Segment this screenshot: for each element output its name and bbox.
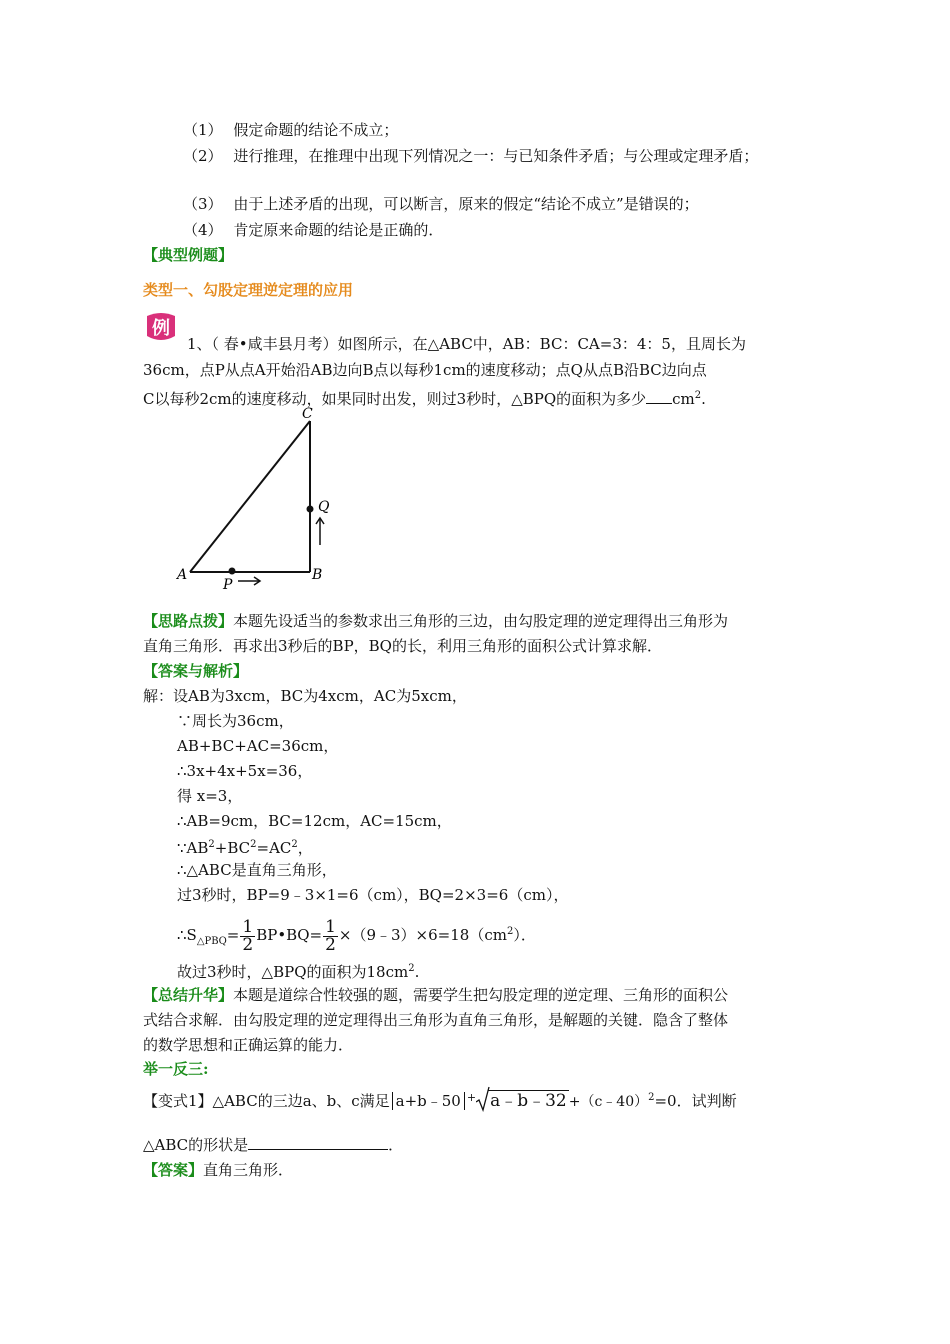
formula-part: BP•BQ= bbox=[256, 926, 323, 944]
exponent: 2 bbox=[250, 839, 257, 850]
solution-line-1: 解：设AB为3xcm，BC为4xcm，AC为5xcm， bbox=[143, 687, 467, 705]
step-1 bbox=[183, 120, 398, 140]
variant-text-a: △ABC的三边a、b、c满足 bbox=[212, 1092, 390, 1110]
summary-line-2: 式结合求解．由勾股定理的逆定理得出三角形为直角三角形，是解题的关键．隐含了整体 bbox=[143, 1011, 729, 1029]
practice-heading: 举一反三: bbox=[143, 1060, 209, 1078]
variant-line-2-end: ． bbox=[388, 1136, 404, 1154]
plus-sign: + bbox=[466, 1091, 477, 1104]
solution-line-3: AB+BC+AC=36cm， bbox=[177, 737, 339, 755]
step-number: （2） bbox=[183, 147, 223, 165]
step-number: （3） bbox=[183, 195, 223, 213]
summary-line-1 bbox=[143, 985, 728, 1005]
problem-line-3-text: C以每秒2cm的速度移动，如果同时出发，则过3秒时，△BPQ的面积为多少 bbox=[143, 390, 647, 408]
side-ac bbox=[190, 421, 310, 572]
hint-label: 【思路点拨】 bbox=[143, 612, 234, 630]
subscript: △PBQ bbox=[196, 936, 227, 947]
solution-line-11 bbox=[177, 959, 419, 982]
section-heading: 【典型例题】 bbox=[143, 246, 234, 264]
summary-label: 【总结升华】 bbox=[143, 986, 234, 1004]
formula-part: 故过3秒时，△BPQ的面积为18cm bbox=[177, 963, 409, 981]
formula-part: ）． bbox=[513, 926, 536, 944]
sqrt-icon bbox=[476, 1086, 490, 1112]
solution-line-2: ∵周长为36cm， bbox=[177, 712, 294, 730]
solution-line-6: ∴AB=9cm，BC=12cm，AC=15cm， bbox=[177, 812, 452, 830]
problem-line-1: 1、（ 春•咸丰县月考）如图所示，在△ABC中，AB：BC：CA=3：4：5，且周长为 bbox=[187, 335, 746, 353]
solution-line-5: 得 x=3， bbox=[177, 787, 243, 805]
solution-line-4: ∴3x+4x+5x=36， bbox=[177, 762, 313, 780]
fraction-numerator: 1 bbox=[325, 916, 336, 937]
fraction-half bbox=[323, 916, 338, 955]
exponent: 2 bbox=[408, 963, 415, 974]
variant-answer-blank[interactable] bbox=[248, 1135, 388, 1150]
step-3 bbox=[183, 194, 699, 214]
abs-content: a+b﹣50 bbox=[395, 1092, 461, 1110]
type-heading: 类型一、勾股定理逆定理的应用 bbox=[143, 281, 354, 299]
label-b: B bbox=[312, 567, 323, 583]
step-text: 进行推理，在推理中出现下列情况之一：与已知条件矛盾；与公理或定理矛盾； bbox=[233, 147, 759, 165]
sqrt-content: a﹣b﹣32 bbox=[490, 1091, 567, 1111]
variant-label: 【变式1】 bbox=[143, 1092, 213, 1110]
variant-line-2-text: △ABC的形状是 bbox=[143, 1136, 249, 1154]
label-q: Q bbox=[318, 499, 330, 515]
variant-line-1 bbox=[143, 1085, 737, 1115]
variant-text-c: =0．试判断 bbox=[654, 1092, 737, 1110]
step-4 bbox=[183, 220, 443, 240]
fraction-numerator: 1 bbox=[242, 916, 254, 937]
formula-part: ×（9﹣3）×6=18（cm bbox=[338, 926, 507, 944]
solution-line-8: ∴△ABC是直角三角形， bbox=[177, 861, 337, 879]
triangle-figure bbox=[170, 405, 340, 590]
example-badge-text: 例 bbox=[152, 318, 170, 339]
exponent: 2 bbox=[291, 839, 298, 850]
label-c: C bbox=[302, 406, 313, 422]
hint-line-2: 直角三角形．再求出3秒后的BP，BQ的长，利用三角形的面积公式计算求解． bbox=[143, 637, 662, 655]
answer-text: 直角三角形． bbox=[203, 1161, 294, 1179]
problem-unit-exp: 2 bbox=[694, 390, 702, 401]
step-text: 肯定原来命题的结论是正确的． bbox=[233, 221, 444, 239]
problem-line-2: 36cm，点P从点A开始沿AB边向B点以每秒1cm的速度移动；点Q从点B沿BC边向点 bbox=[143, 361, 707, 379]
label-p: P bbox=[223, 577, 233, 590]
point-q bbox=[307, 506, 314, 513]
formula-part: ∴S bbox=[177, 926, 197, 944]
sqrt-expression bbox=[476, 1088, 569, 1114]
fraction-half bbox=[240, 916, 255, 955]
label-a: A bbox=[177, 567, 188, 583]
answer-blank[interactable] bbox=[646, 389, 672, 404]
summary-line-3: 的数学思想和正确运算的能力． bbox=[143, 1036, 354, 1054]
answer-heading: 【答案与解析】 bbox=[143, 662, 249, 680]
hint-text-1: 本题先设适当的参数求出三角形的三边，由勾股定理的逆定理得出三角形为 bbox=[233, 612, 729, 630]
formula-part: . bbox=[414, 963, 420, 981]
hint-line-1 bbox=[143, 611, 728, 631]
formula-part: ∵AB bbox=[177, 839, 209, 857]
point-p bbox=[229, 568, 236, 575]
variant-text-b: +（c﹣40） bbox=[568, 1094, 649, 1110]
fraction-denominator: 2 bbox=[242, 934, 254, 955]
example-badge-icon bbox=[143, 310, 179, 346]
solution-line-7 bbox=[177, 835, 313, 858]
step-text: 假定命题的结论不成立； bbox=[233, 121, 399, 139]
answer-line bbox=[143, 1160, 293, 1180]
formula-part: =AC bbox=[256, 839, 292, 857]
formula-part: ， bbox=[297, 839, 313, 857]
step-number: （4） bbox=[183, 221, 223, 239]
abs-expression bbox=[392, 1092, 465, 1110]
summary-text-1: 本题是道综合性较强的题，需要学生把勾股定理的逆定理、三角形的面积公 bbox=[233, 986, 729, 1004]
solution-line-9: 过3秒时，BP=9﹣3×1=6（cm），BQ=2×3=6（cm）， bbox=[177, 886, 569, 904]
exponent: 2 bbox=[648, 1092, 655, 1103]
formula-part: +BC bbox=[214, 839, 251, 857]
exponent: 2 bbox=[208, 839, 215, 850]
exponent: 2 bbox=[506, 926, 514, 937]
problem-end: . bbox=[701, 390, 706, 408]
problem-unit: cm bbox=[672, 390, 695, 408]
formula-part: = bbox=[226, 926, 240, 944]
variant-line-2 bbox=[143, 1135, 403, 1155]
step-number: （1） bbox=[183, 121, 223, 139]
step-text: 由于上述矛盾的出现，可以断言，原来的假定“结论不成立”是错误的； bbox=[233, 195, 699, 213]
step-2 bbox=[183, 146, 758, 166]
fraction-denominator: 2 bbox=[325, 934, 336, 955]
solution-line-10 bbox=[177, 912, 536, 962]
answer-label: 【答案】 bbox=[143, 1161, 204, 1179]
